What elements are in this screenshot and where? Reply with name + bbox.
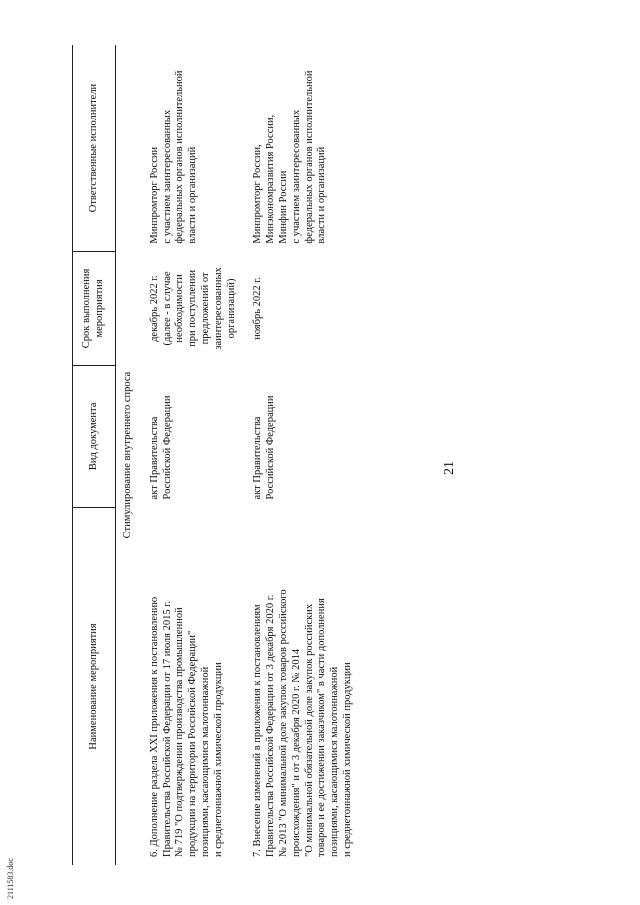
section-row [116,45,145,865]
row-7-document-type: акт Правительства Российской Федерации [252,395,277,500]
row-6-deadline: декабрь 2022 г. (далее - в случае необходимости при поступлении предложений от заинтересованных организаций) [148,267,237,350]
table-row [145,45,249,865]
table-row [248,45,364,865]
header-document-type: Вид документа [73,365,116,507]
row-7-deadline: ноябрь 2022 г. [252,276,264,340]
row-6-measure-name: 6. Дополнение раздела XXI приложения к постановлению Правительства Российской Федерации от 17 июля 2015 г. № 719 "О подтверждении производства промышленной продукции на территории Российской Федерации" позициями, касающимися малотоннажной и среднетоннажной химической продукции [148,596,224,857]
header-measure-name: Наименование мероприятия [73,507,116,865]
row-6-document-type: акт Правительства Российской Федерации [148,395,173,500]
row-7-executors: Минпромторг России, Минэкономразвития России, Минфин России с участием заинтересованных федеральных органов исполнительной власти и организаций [252,70,328,244]
measures-table [72,45,365,865]
file-name-footer: 2111583.doc [6,858,15,899]
table-header-row [73,45,116,865]
row-7-measure-name: 7. Внесение изменений в приложения к постановлениям Правительства Российской Федерации от 3 декабря 2020 г. № 2013 "О минимальной доле закупок товаров российского происхождения" и от 3 декабря 2020 г. № 2014 "О минимальной обязательной доле закупок российских товаров и ее достижении заказчиком" в части дополнения позициями, касающимися малотоннажной и среднетоннажной химической продукции [252,589,353,857]
section-title: Стимулирование внутреннего спроса [122,371,133,539]
page-number: 21 [442,461,457,475]
header-deadline: Срок выполнения мероприятия [73,252,116,366]
header-executors: Ответственные исполнители [73,45,116,252]
row-6-executors: Минпромторг России с участием заинтересованных федеральных органов исполнительной власти и организаций [148,70,199,244]
